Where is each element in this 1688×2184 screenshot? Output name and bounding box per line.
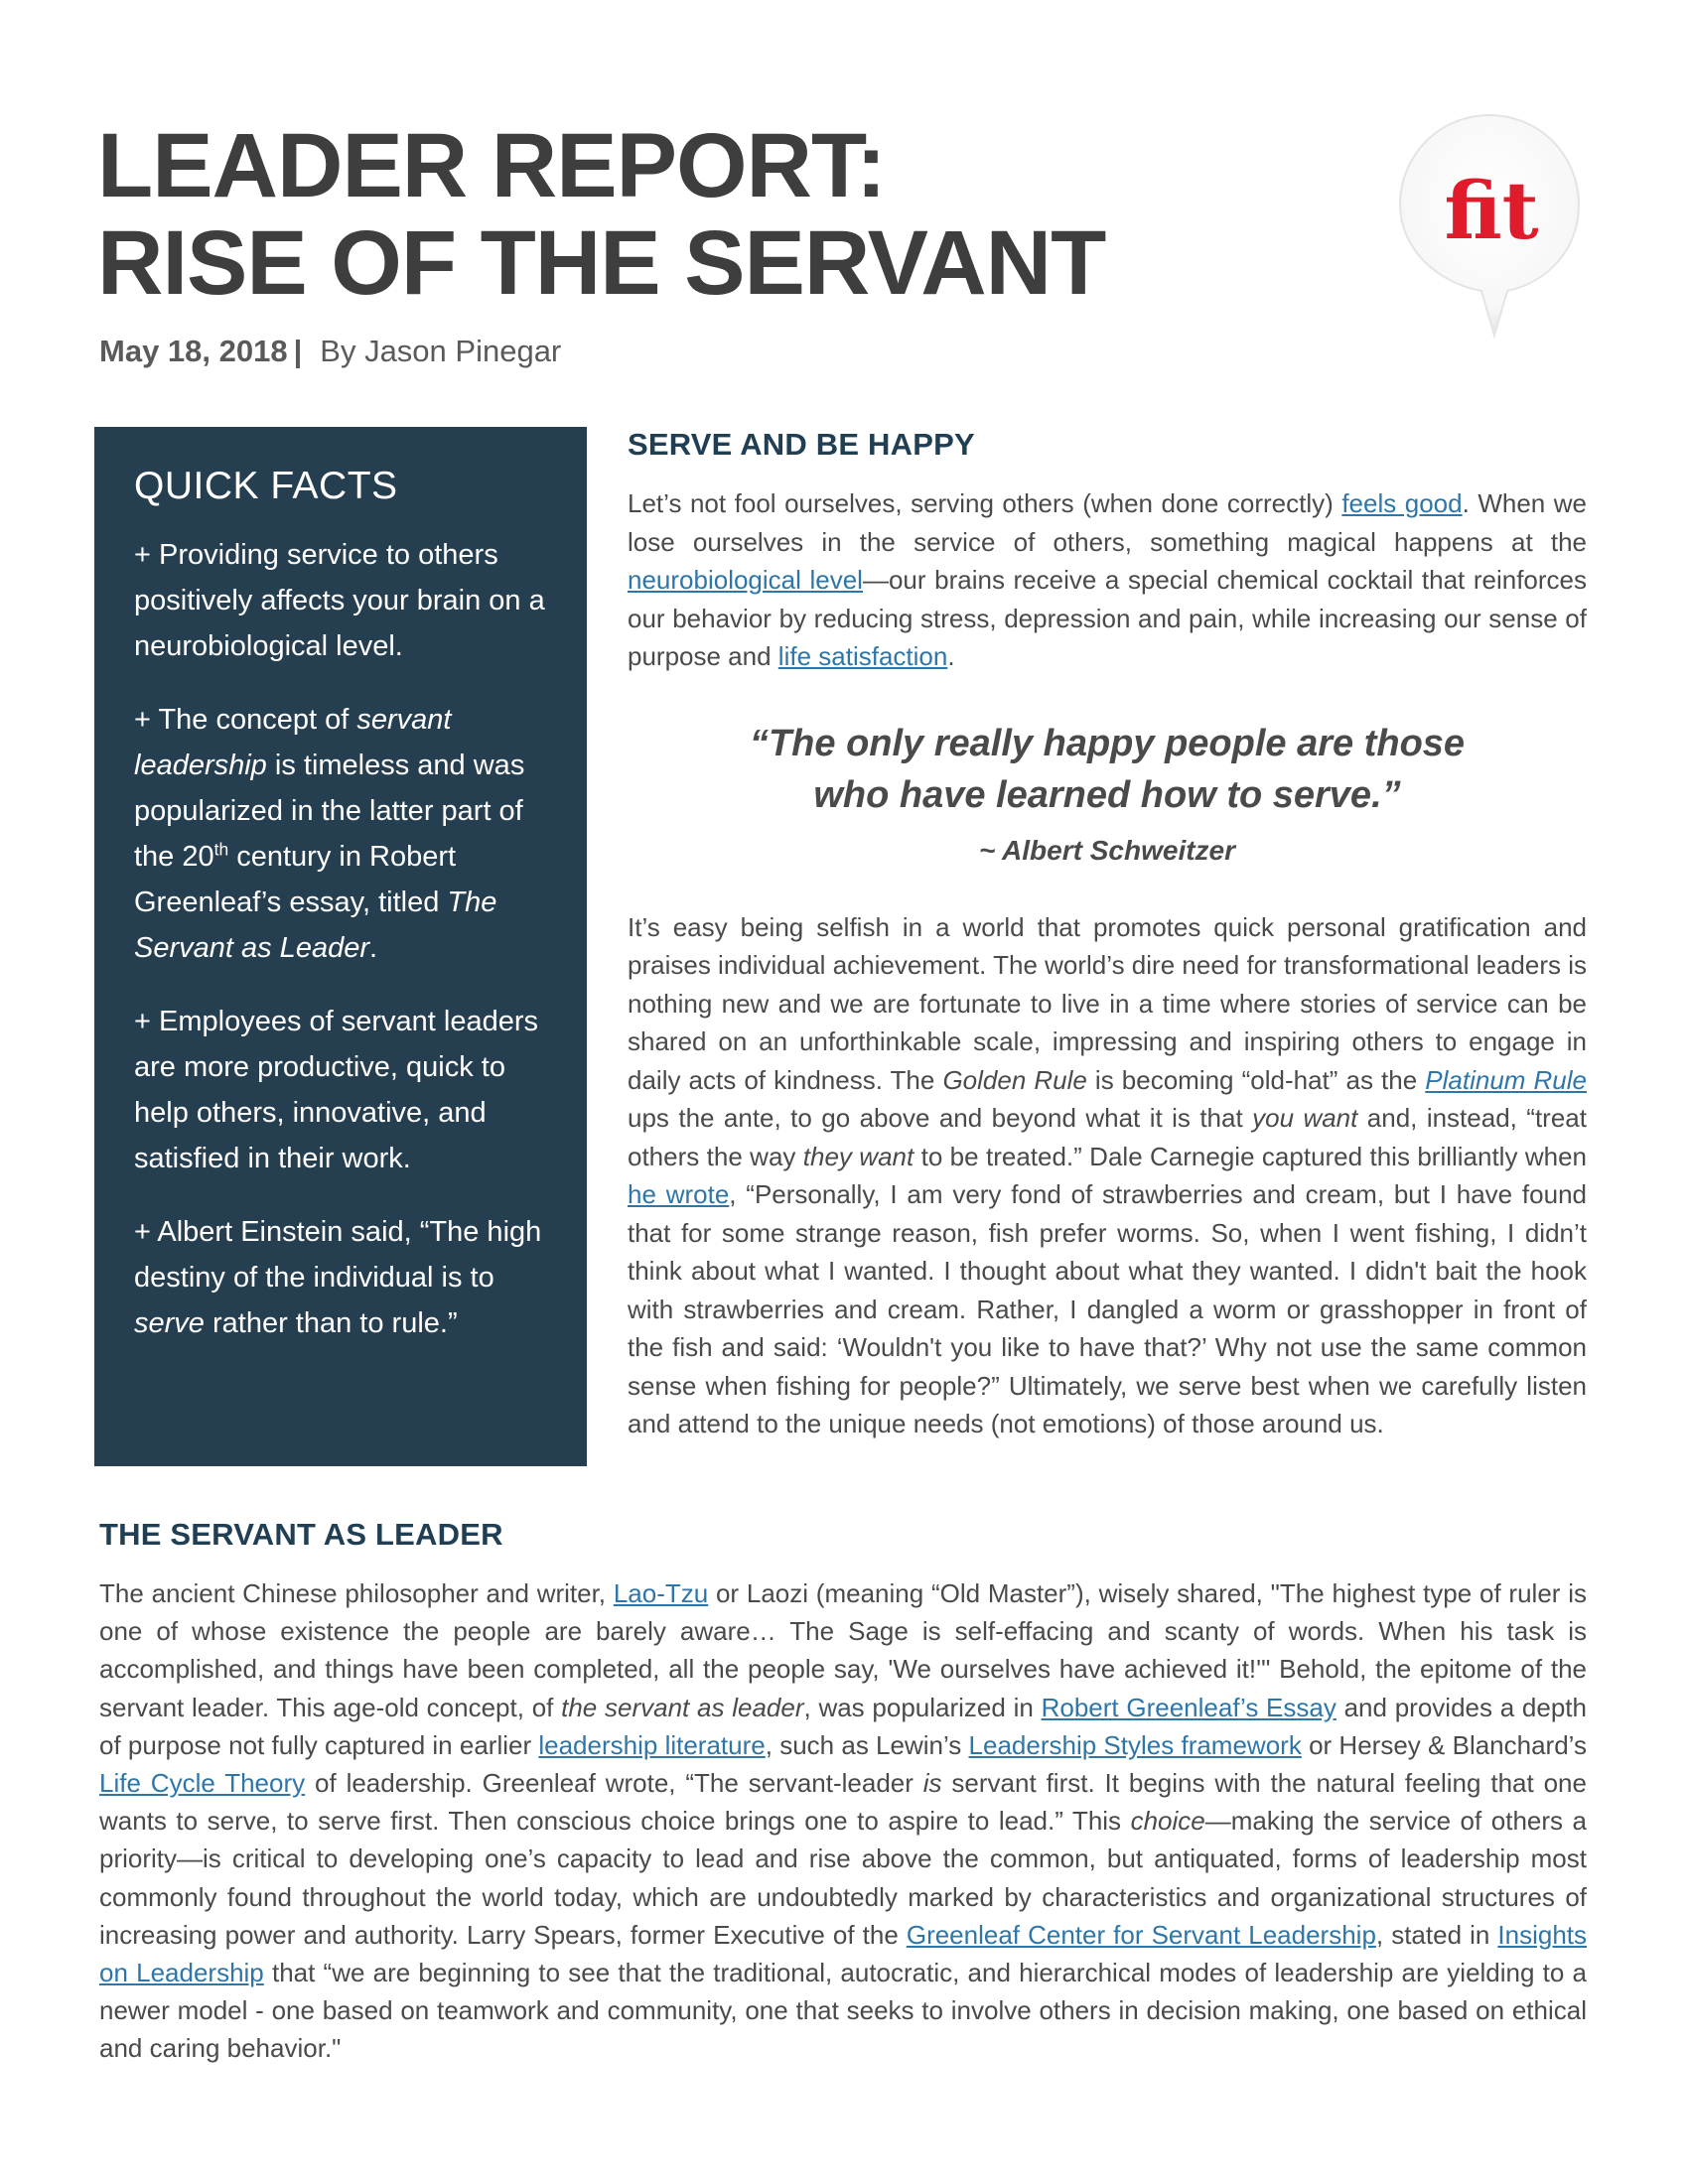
paragraph-text: ups the ante, to go above and beyond what it is that [628,1103,1253,1133]
paragraph-text: . When we lose ourselves in the service of others, something magical happens at the [628,488,1588,557]
fact-2-text: + The concept of [134,704,357,736]
fact-4-text: + Albert Einstein said, “The high destiny of the individual is to [134,1216,542,1294]
publish-date: May 18, 2018 [99,334,288,368]
page-title [97,117,1105,312]
fact-1: + Providing service to others positively affects your brain on a neurobiological level. [134,539,545,662]
fact-2-text: . [368,932,378,964]
logo-speech-bubble [1390,109,1589,347]
author: By Jason Pinegar [320,334,562,368]
paragraph-text: and provides a depth of purpose not fully captured in earlier [99,1692,1587,1760]
fact-4 [134,1209,551,1346]
serve-paragraph-1 [628,484,1587,676]
quick-facts-heading: QUICK FACTS [134,465,398,507]
paragraph-text: to be treated.” Dale Carnegie captured this brilliantly when [914,1141,1587,1171]
paragraph-text: Let’s not fool ourselves, serving others (when done correctly) [628,488,1342,518]
insights-on-leadership-link[interactable]: Insights on Leadership [99,1919,1588,1988]
paragraph-text: servant first. It begins with the natural feeling that one wants to serve, to serve first. Then conscious choice brings one to aspire to lead.” This [99,1768,1587,1837]
servant-as-leader-emphasis: the servant as leader [561,1692,804,1722]
servant-leader-paragraph [99,1574,1587,2068]
fact-2-text: is timeless and was popularized in the latter part of the 20 [134,750,525,873]
paragraph-text: , was popularized in [803,1692,1042,1722]
paragraph-text: and, instead, “treat others the way [628,1103,1587,1171]
paragraph-text: —making the service of others a priority—is critical to developing one’s capacity to lead and rise above the common, but antiquated, forms of leadership most commonly found throughout the world today, which are undoubtedly marked by characteristics and organizational structures of increasing power and authority. Larry Spears, former Executive of the [99,1806,1587,1950]
title-line-1: LEADER REPORT: [97,115,886,216]
byline-separator: | [293,334,303,368]
paragraph-text: It’s easy being selfish in a world that promotes quick personal gratification and praises individual achievement. The world’s dire need for transformational leaders is nothing new and we are fortunate to live in a time where stories of service can be shared on an unforthinkable scale, impressing and inspiring others to engage in daily acts of kindness. The [628,911,1587,1095]
paragraph-text: , such as Lewin’s [765,1729,969,1760]
paragraph-text: is becoming “old-hat” as the [1086,1064,1426,1095]
logo-text: fit [1444,164,1539,257]
leadership-styles-link[interactable]: Leadership Styles framework [968,1729,1302,1760]
paragraph-text: , “Personally, I am very fond of strawberries and cream, but I have found that for some strange reason, fish prefer worms. So, when I went fishing, I didn’t think about what I wanted. I thought about what they wanted. I didn't bait the hook with strawberries and cream. Rather, I dangled a worm or grasshopper in front of the fish and said: ‘Wouldn't you like to have that?’ Why not use the same common sense when fishing for people?” Ultimately, we serve best when we carefully listen and attend to the unique needs (not emotions) of those around us. [628,1179,1587,1438]
he-wrote-link[interactable]: he wrote [628,1179,730,1209]
leadership-literature-link[interactable]: leadership literature [538,1729,766,1760]
quote-line-1: “The only really happy people are those [749,722,1466,764]
serve-paragraph-2 [628,908,1587,1443]
fact-2-emphasis: servant leadership [134,704,452,781]
golden-rule-emphasis: Golden Rule [942,1064,1087,1095]
greenleaf-essay-link[interactable]: Robert Greenleaf’s Essay [1041,1692,1336,1722]
fact-4-text: rather than to rule.” [204,1307,458,1339]
quote-line-2: who have learned how to serve.” [813,773,1401,816]
greenleaf-center-link[interactable]: Greenleaf Center for Servant Leadership [906,1919,1376,1950]
platinum-rule-text: Platinum Rule [1425,1064,1587,1095]
quick-facts-box [94,427,587,1466]
byline [99,334,561,369]
fact-2 [134,697,551,971]
title-line-2: RISE OF THE SERVANT [97,212,1106,314]
serve-section [628,427,1587,1443]
serve-heading: SERVE AND BE HAPPY [628,427,975,462]
is-emphasis: is [922,1768,942,1799]
paragraph-text: of leadership. Greenleaf wrote, “The servant-leader [305,1768,923,1799]
choice-emphasis: choice [1130,1806,1205,1837]
paragraph-text: . [947,641,955,671]
life-satisfaction-link[interactable]: life satisfaction [777,641,948,671]
you-want-emphasis: you want [1252,1103,1358,1133]
pull-quote [628,718,1587,821]
fact-2-essay-title: The Servant as Leader [134,887,497,964]
neurobiological-level-link[interactable]: neurobiological level [628,565,863,595]
fact-2-superscript: th [213,839,229,860]
servant-leader-section [99,1517,1587,2068]
fact-4-emphasis: serve [134,1307,205,1339]
quote-author: ~ Albert Schweitzer [978,834,1236,866]
life-cycle-theory-link[interactable]: Life Cycle Theory [99,1768,306,1799]
they-want-emphasis: they want [802,1141,914,1171]
paragraph-text: —our brains receive a special chemical cocktail that reinforces our behavior by reducing stress, depression and pain, while increasing our sense of purpose and [628,565,1588,671]
paragraph-text: , stated in [1375,1919,1498,1950]
fit-logo [1390,109,1589,347]
feels-good-link[interactable]: feels good [1341,488,1463,518]
servant-leader-heading: THE SERVANT AS LEADER [99,1517,503,1552]
paragraph-text: that “we are beginning to see that the traditional, autocratic, and hierarchical modes of leadership are yielding to a newer model - one based on teamwork and community, one that seeks to involve others in decision making, one based on ethical and caring behavior." [99,1958,1587,2064]
lao-tzu-link[interactable]: Lao-Tzu [613,1578,709,1608]
fact-3: + Employees of servant leaders are more productive, quick to help others, innovative, and satisfied in their work. [134,1006,539,1174]
fact-2-text: century in Robert Greenleaf’s essay, titled [134,841,457,918]
paragraph-text: or Hersey & Blanchard’s [1301,1729,1587,1760]
platinum-rule-link[interactable] [1425,1065,1587,1095]
paragraph-text: or Laozi (meaning “Old Master”), wisely shared, "The highest type of ruler is one of whose existence the people are barely aware… The Sage is self-effacing and scanty of words. When his task is accomplished, and things have been completed, all the people say, 'We ourselves have achieved it!'" Behold, the epitome of the servant leader. This age-old concept, of [99,1578,1587,1722]
paragraph-text: The ancient Chinese philosopher and writer, [99,1578,614,1608]
